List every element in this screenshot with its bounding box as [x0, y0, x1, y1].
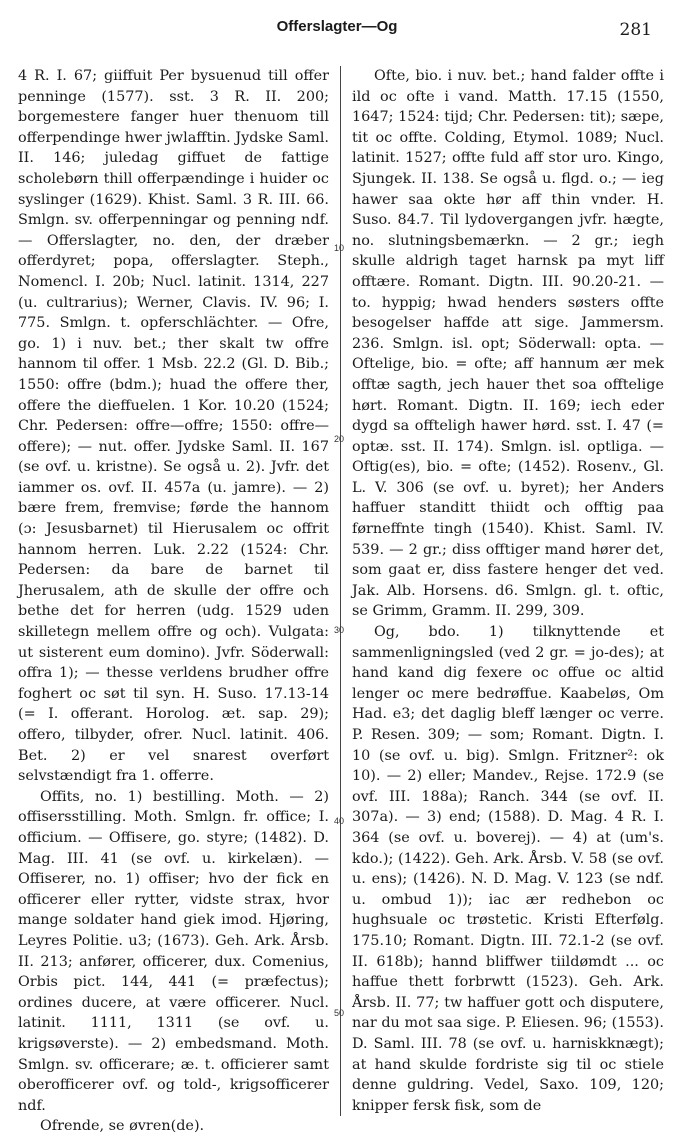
- line-number: 10: [333, 243, 344, 253]
- entry-paragraph: Og, bdo. 1) tilknyttende et sammenligningsled (ved 2 gr. = jo-des); at hand kand dig fexere oc offue oc altid lenger oc mere bedrøffue. Kaabeløs, Om Had. e3; det daglig bleff længer oc verre. P. Resen. 309; — som; Romant. Digtn. I. 10 (se ovf. u. big). Smlgn. Fritzner²: ok 10). — 2) eller; Mandev., Rejse. 172.9 (se ovf. III. 188a); Ranch. 344 (se ovf. II. 307a). — 3) end; (1588). D. Mag. 4 R. I. 364 (se ovf. u. boverej). — 4) at (um's. kdo.); (1422). Geh. Ark. Årsb. V. 58 (se ovf. u. ens); (1426). N. D. Mag. V. 123 (se ndf. u. ombud 1)); iac ær redhebon oc hughsuale oc trøstetic. Kristi Efterfølg. 175.10; Romant. Digtn. III. 72.1-2 (se ovf. II. 618b); hannd bliffwer tiildømdt ... oc haffue thett forbrwtt (1523). Geh. Ark. Årsb. II. 77; tw haffuer gott och disputere, nar du mot saa sige. P. Eliesen. 96; (1553). D. Saml. III. 78 (se ovf. u. harniskknægt); at hand skulde fordriste sig til oc stiele denne guldring. Vedel, Saxo. 109, 120; knipper fersk fisk, som de: [352, 624, 664, 1114]
- entry-paragraph: Ofte, bio. i nuv. bet.; hand falder offte i ild oc ofte i vand. Matth. 17.15 (1550, 1647; 1524: tijd; Chr. Pedersen: tit); sæpe, tit oc offte. Colding, Etymol. 1089; Nucl. latinit. 1527; offte fuld aff stor uro. Kingo, Sjungek. II. 138. Se også u. flgd. o.; — ieg hawer saa okte hør aff thin vnder. H. Suso. 84.7. Til lydovergangen jvfr. hægte, no. slutningsbemærkn. — 2 gr.; iegh skulle aldrigh taget harnsk pa myt liff offtære. Romant. Digtn. III. 90.20-21. — to. hyppig; hwad henders søsters offte besogelser haffde att sige. Jammersm. 236. Smlgn. isl. opt; Söderwall: opta. — Oftelige, bio. = ofte; aff hannum ær mek offtæ sagth, jech hauer thet soa offtelige hørt. Romant. Digtn. II. 169; iech eder dygd sa offteligh hawer hørd. sst. I. 47 (= optæ. sst. II. 174). Smlgn. isl. optliga. — Oftig(es), bio. = ofte; (1452). Rosenv., Gl. L. V. 306 (se ovf. u. byret); her Anders haffuer standitt thiidt och offtig paa førneffnte tingh (1540). Khist. Saml. IV. 539. — 2 gr.; diss offtiger mand hører det, som gaat er, diss fastere henger det ved. Jak. Alb. Horsens. d6. Smlgn. gl. t. oftic, se Grimm, Gramm. II. 299, 309.: [352, 68, 664, 620]
- line-number: 30: [333, 625, 344, 635]
- page-header-title: Offerslagter—Og: [276, 18, 398, 35]
- line-number: 20: [333, 434, 344, 444]
- entry-paragraph: Offits, no. 1) bestilling. Moth. — 2) offisersstilling. Moth. Smlgn. fr. office; I. officium. — Offisere, go. styre; (1482). D. Mag. III. 41 (se ovf. u. kirkelæn). — Offiserer, no. 1) offiser; hvo der fick en officerer eller rytter, vidste strax, hvor mange soldater hand giek imod. Hjøring, Leyres Politie. u3; (1673). Geh. Ark. Årsb. II. 213; anfører, officerer, dux. Comenius, Orbis pict. 144, 441 (= præfectus); ordines ducere, at være officerer. Nucl. latinit. 1111, 1311 (se ovf. u. krigsøverste). — 2) embedsmand. Moth. Smlgn. sv. officerare; æ. t. officierer samt oberofficerer ovf. og told-, krigsofficerer ndf.: [18, 788, 329, 1114]
- entry-paragraph: Ofrende, se øvren(de).: [40, 1118, 205, 1135]
- page-number: 281: [619, 20, 652, 40]
- running-head: [0, 18, 674, 42]
- entry-paragraph: 4 R. I. 67; giiffuit Per bysuenud till offer penninge (1577). sst. 3 R. II. 200; borgemestere fanger huer thenuom till offerpendinge hwer jwlafftin. Jydske Saml. II. 146; juledag giffuet de fattige scholebørn thill offerpændinge i huider oc syslinger (1629). Khist. Saml. 3 R. III. 66. Smlgn. sv. offerpenningar og penning ndf. — Offerslagter, no. den, der dræber offerdyret; popa, offerslagter. Steph., Nomencl. I. 20b; Nucl. latinit. 1314, 227 (u. cultrarius); Werner, Clavis. IV. 96; I. 775. Smlgn. t. opferschlächter. — Ofre, go. 1) i nuv. bet.; ther skalt tw offre hannom til offer. 1 Msb. 22.2 (Gl. D. Bib.; 1550: offre (bdm.); huad the offere ther, offere the dieffuelen. 1 Kor. 10.20 (1524; Chr. Pedersen: offre—offre; 1550: offre—offere); — nut. offer. Jydske Saml. II. 167 (se ovf. u. kristne). Se også u. 2). Jvfr. det iammer os. ovf. II. 457a (u. jamre). — 2) bære frem, fremvise; førde the hannom (ɔ: Jesusbarnet) til Hierusalem oc offrit hannom herren. Luk. 2.22 (1524: Chr. Pedersen: da bare de barnet til Jherusalem, ath de skulle der offre och bethe det for herren (udg. 1529 uden skilletegn mellem offre og och). Vulgata: ut sisterent eum domino). Jvfr. Söderwall: offra 1); — thesse verldens brudher offre foghert oc søt til syn. H. Suso. 17.13-14 (= I. offerant. Horolog. æt. sap. 29); offero, tilbyder, ofrer. Nucl. latinit. 406. Bet. 2) er vel snarest overført selvstændigt fra 1. offerre.: [18, 68, 329, 785]
- column-divider: [340, 66, 341, 1116]
- line-number: 50: [333, 1008, 344, 1018]
- right-column: [352, 66, 664, 1116]
- left-column: [18, 66, 329, 1137]
- line-number: 40: [333, 816, 344, 826]
